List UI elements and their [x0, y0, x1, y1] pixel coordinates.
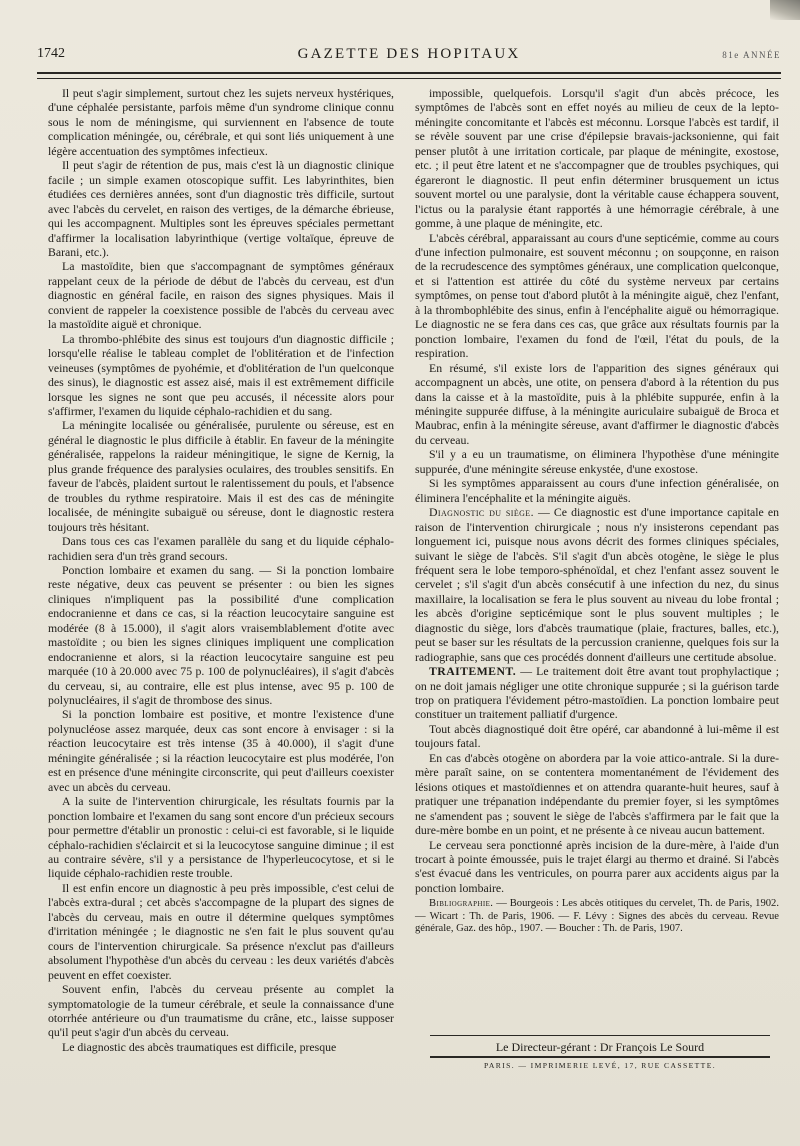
section-heading: Diagnostic du siège. — [429, 505, 534, 520]
bibliography-heading: Bibliographie. — [429, 898, 494, 910]
page-header — [37, 46, 781, 68]
bibliography-body: — Bourgeois : Les abcès otitiques du cervelet, Th. de Paris, 1902. — Wicart : Th. de Paris, 1906. — F. Lévy : Signes des abcès du cerveau. Revue générale, Gaz. des hôp., 1907. — Boucher : Th. de Paris, 1907. — [415, 898, 779, 934]
paragraph: impossible, quelquefois. Lorsqu'il s'agit d'un abcès précoce, les symptômes de l'abcès sont en effet noyés au milieu de ceux de la lepto-méningite concomitante et l'abcès est méconnu. Lorsque l'abcès est tardif, il se révèle souvent par une crise d'épilepsie bravais-jacksonienne, qui fait penser plutôt à une irritation corticale, par plaque de méningite, exostose, etc. ; il peut être latent et ne s'accompagner que de troubles psychiques, qui égareront le diagnostic. Il peut enfin déterminer brusquement un ictus souvent mortel ou une paralysie, dont la véritable cause échappera souvent, l'ictus ou la paralysie étant rapportés à une hémorragie cérébrale, à une gomme, à une plaque de méningite, etc. — [415, 86, 779, 231]
left-column — [48, 86, 394, 1054]
paragraph: Il est enfin encore un diagnostic à peu près impossible, c'est celui de l'abcès extra-dural ; cet abcès s'accompagne de la plupart des signes de l'abcès du cerveau, mais en outre il détermine quelques symptômes d'irritation méningée ; le diagnostic ne s'en fait le plus souvent qu'au cours de l'intervention chirurgicale. Sa présence n'exclut pas d'ailleurs absolument l'hypothèse d'un abcès du cerveau : les deux variétés d'abcès peuvent en effet coexister. — [48, 880, 394, 982]
paragraph: S'il y a eu un traumatisme, on éliminera l'hypothèse d'une méningite suppurée, d'une méningite séreuse enkystée, d'une exostose. — [415, 447, 779, 476]
paragraph: La thrombo-phlébite des sinus est toujours d'un diagnostic difficile ; lorsqu'elle réalise le tableau complet de l'oblitération et de l'infection veineuses (symptômes de pyohémie, et d'oblitération de l'un quelconque des sinus), le diagnostic est assez aisé, mais il est extrêmement difficile lorsque les signes ne sont que peu accusés, il nécessite alors pour s'affirmer, l'examen du liquide céphalo-rachidien et du sang. — [48, 331, 394, 418]
paragraph: En résumé, s'il existe lors de l'apparition des signes généraux qui accompagnent un abcès, une otite, on pensera d'abord à la rétention du pus dans la caisse et à la mastoïdite, puis à la phlébite suppurée, enfin à la méningite suppurée diffuse, à la méningite auriculaire subaiguë de Broca et Maubrac, enfin à la méningite séreuse, avant d'affirmer le diagnostic d'abcès du cerveau. — [415, 360, 779, 447]
director-gerant-line: Le Directeur-gérant : Dr François Le Sourd — [495, 1040, 705, 1054]
paragraph: Si les symptômes apparaissent au cours d'une infection généralisée, on éliminera l'encéphalite et la méningite aiguës. — [415, 476, 779, 505]
bibliography — [415, 898, 779, 935]
journal-title: GAZETTE DES HOPITAUX — [297, 46, 521, 62]
printer-imprint: PARIS. — IMPRIMERIE LEVÉ, 17, RUE CASSETTE. — [483, 1061, 717, 1070]
page-number: 1742 — [37, 46, 65, 61]
paragraph: La mastoïdite, bien que s'accompagnant de symptômes généraux rappelant ceux de la période de début de l'abcès du cerveau, est d'un diagnostic en général facile, en raison des signes physiques. Mais il convient de rappeler la coexistence possible de l'abcès du cerveau avec la mastoïdite aiguë et chronique. — [48, 259, 394, 332]
paragraph: La méningite localisée ou généralisée, purulente ou séreuse, est en général le diagnostic le plus difficile à établir. En faveur de la méningite généralisée, rappelons la raideur méningitique, le signe de Kernig, la plus grande fréquence des paralysies oculaires, des troubles sensitifs. En faveur de l'abcès, plaident surtout le ralentissement du pouls, et l'absence de troubles du rythme respiratoire. Mais il est des cas de méningite localisée, de méningite subaiguë ou séreuse, dont le diagnostic restera toujours très hésitant. — [48, 418, 394, 534]
page-corner-shadow — [770, 0, 800, 20]
section-heading: TRAITEMENT. — [429, 664, 517, 679]
paragraph: L'abcès cérébral, apparaissant au cours d'une septicémie, comme au cours d'une infection pulmonaire, est souvent méconnu ; on soupçonne, en raison de la recrudescence des symptômes généraux, une complication quelconque, et si l'attention est attirée du côté du système nerveux par certains symptômes, on pense tout d'abord plutôt à la méningite aiguë, chez l'enfant, à la thrombophlébite des sinus, enfin à l'encéphalite aiguë ou hémorragique. Le diagnostic ne se fera dans ces cas, que grâce aux résultats fournis par la ponction lombaire, l'examen du fond de l'œil, l'état du pouls, de la respiration. — [415, 230, 779, 361]
right-column — [415, 86, 779, 935]
paragraph: Il peut s'agir simplement, surtout chez les sujets nerveux hystériques, d'une céphalée persistante, parfois même d'un syndrome clinique connu sous le nom de méningisme, qui surviennent en l'absence de toute complication méningée, ou, cérébrale, et qui sont liés uniquement à une légère accentuation des symptômes infectieux. — [48, 86, 394, 158]
paragraph: Tout abcès diagnostiqué doit être opéré, car abandonné à lui-même il est toujours fatal. — [415, 721, 779, 751]
paragraph: Le cerveau sera ponctionné après incision de la dure-mère, à l'aide d'un trocart à pointe émoussée, puis le trajet élargi au thermo et drainé. Si l'abcès s'est évacué dans les ventricules, on pourra parer aux accidents aigus par la ponction lombaire. — [415, 837, 779, 895]
section-traitement — [415, 664, 779, 722]
paragraph: Si la ponction lombaire est positive, et montre l'existence d'une polynucléose assez marquée, deux cas sont encore à envisager : si la réaction leucocytaire est très intense (35 à 40.000), il s'agit d'une méningite généralisée ; si la réaction leucocytaire est plus modérée, l'on est en présence d'une méningite circonscrite, qui peut d'ailleurs coexister avec un abcès du cerveau. — [48, 707, 394, 794]
year-label: 81e ANNÉE — [722, 50, 781, 60]
paragraph: Il peut s'agir de rétention de pus, mais c'est là un diagnostic clinique facile ; un simple examen otoscopique suffit. Les labyrinthites, bien étudiées ces dernières années, sont d'un diagnostic très difficile, surtout avec l'abcès du cervelet, en raison des vertiges, de la démarche ébrieuse, qui les accompagnent. Multiples sont les épreuves spéciales permettant d'affirmer la localisation labyrinthique (vertige voltaïque, épreuve de Barani, etc.). — [48, 158, 394, 259]
paragraph: Ponction lombaire et examen du sang. — Si la ponction lombaire reste négative, deux cas peuvent se présenter : ou bien les signes cliniques n'impliquent pas la possibilité d'une complication endocranienne et dans ce cas, si la réaction leucocytaire sanguine est modérée (8 à 15.000), il s'agit alors vraisemblablement d'otite avec mastoïdite ; ou bien les signes cliniques impliquent une complication endocranienne et alors, si la réaction leucocytaire sanguine est peu marquée (10 à 20.000 avec 75 p. 100 de polynucléaires), il s'agit d'abcès du cerveau, si, au contraire, elle est plus intense, avec 95 p. 100 de polynucléaires, il s'agit de thrombose des sinus. — [48, 562, 394, 708]
footer-rule — [430, 1056, 770, 1058]
paragraph: Souvent enfin, l'abcès du cerveau présente au complet la symptomatologie de la tumeur cérébrale, et seule la connaissance d'une otorrhée antérieure ou d'un traumatisme du crâne, etc., laisse supposer qu'il peut s'agir d'un abcès du cerveau. — [48, 982, 394, 1040]
paragraph: Dans tous ces cas l'examen parallèle du sang et du liquide céphalo-rachidien sera d'un très grand secours. — [48, 534, 394, 563]
section-diagnostic-siege — [415, 505, 779, 664]
paragraph: En cas d'abcès otogène on abordera par la voie attico-antrale. Si la dure-mère paraît saine, on se contentera momentanément de l'évidement des lésions otiques et mastoïdiennes et on attendra quarante-huit heures, sauf à pratiquer une trépanation indépendante du premier foyer, si les symptômes ne s'amendent pas ; souvent le siège de l'abcès s'affirmera par le fait que la dure-mère bombe en un point, et ne présente à ce niveau aucun battement. — [415, 750, 779, 838]
paragraph: Le diagnostic des abcès traumatiques est difficile, presque — [62, 1039, 337, 1054]
paragraph: A la suite de l'intervention chirurgicale, les résultats fournis par la ponction lombaire et l'examen du sang sont encore d'un précieux secours pour permettre d'établir un pronostic : celui-ci est favorable, si le liquide céphalo-rachidien s'éclaircit et si la leucocytose sanguine diminue ; il est au contraire sévère, s'il y a persistance de l'hyperleucocytose, et si le liquide céphalo-rachidien reste trouble. — [48, 794, 394, 881]
section-body: — Le traitement doit être avant tout prophylactique ; on ne doit jamais négliger une otite chronique suppurée ; si la guérison tarde trop on pratiquera l'évidement pétro-mastoïdien. La ponction lombaire peut constituer un traitement palliatif d'urgence. — [415, 664, 780, 722]
header-rule — [37, 72, 781, 79]
section-body: — Ce diagnostic est d'une importance capitale en raison de l'intervention chirurgicale ; nous n'y insisterons cependant pas longuement ici, puisque nous avons décrit des formes cliniques spéciales, suivant le siège de l'abcès. S'il s'agit d'un abcès otogène, le siège le plus fréquent sera le lobe temporo-sphénoïdal, et chez l'enfant assez souvent le cervelet ; s'il s'agit d'un abcès consécutif à une infection du nez, du sinus maxillaire, la localisation se fera le plus souvent au niveau du lobe frontal ; les abcès d'origine septicémique sont le plus souvent multiples ; le diagnostic du siège, lors d'abcès traumatique (plaie, fractures, balles, etc.), peut se baser sur les résultats de la percussion cranienne, quelques fois sur la radiographie, sans que ces procédés donnent d'ailleurs une certitude absolue. — [415, 505, 779, 664]
footer-rule — [430, 1035, 770, 1036]
